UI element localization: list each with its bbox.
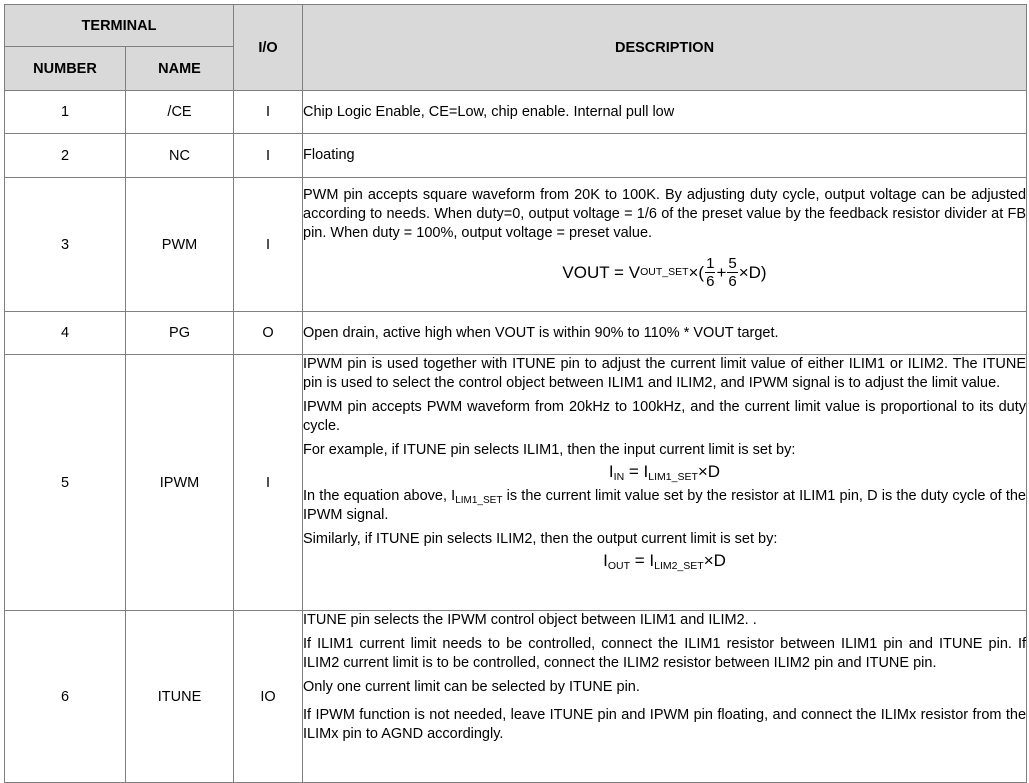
pin-number: 6	[5, 611, 126, 783]
number-header: NUMBER	[5, 47, 126, 91]
fraction-one-sixth: $\frac{1}{6}$	[706, 255, 715, 290]
description-paragraph: IPWM pin is used together with ITUNE pin to adjust the current limit value of either ILIM1 or ILIM2. The ITUNE pin is used to select the control object between ILIM1 and ILIM2, and IPWM signal is to adjust the limit value.	[303, 356, 1027, 391]
vout-formula	[303, 255, 1026, 290]
table-row	[5, 312, 1027, 355]
fraction-five-sixths: $\frac{5}{6}$	[728, 255, 737, 290]
pin-description: Chip Logic Enable, CE=Low, chip enable. Internal pull low	[303, 91, 1027, 134]
description-paragraph: If IPWM function is not needed, leave ITUNE pin and IPWM pin floating, and connect the ILIMx resistor from the ILIMx pin to AGND accordingly.	[303, 707, 1027, 742]
pin-number: 5	[5, 355, 126, 611]
table-row	[5, 134, 1027, 178]
pin-description: Floating	[303, 134, 1027, 178]
pin-name: NC	[126, 134, 234, 178]
pin-number: 4	[5, 312, 126, 355]
pin-name: PG	[126, 312, 234, 355]
formula-lhs: VOUT = V	[562, 263, 641, 282]
description-paragraph: ITUNE pin selects the IPWM control object between ILIM1 and ILIM2. .	[303, 612, 757, 628]
pin-io: IO	[234, 611, 303, 783]
table-row	[5, 611, 1027, 783]
description-paragraph: Similarly, if ITUNE pin selects ILIM2, then the output current limit is set by:	[303, 531, 778, 547]
description-paragraph: Only one current limit can be selected by ITUNE pin.	[303, 679, 640, 695]
pin-number: 2	[5, 134, 126, 178]
description-paragraph: If ILIM1 current limit needs to be controlled, connect the ILIM1 resistor between ILIM1 pin and ITUNE pin. If ILIM2 current limit is to be controlled, connect the ILIM2 resistor between ILIM2 pin and ITUNE pin.	[303, 636, 1027, 671]
pin-description-table	[4, 4, 1027, 783]
pin-name: PWM	[126, 178, 234, 312]
io-header: I/O	[234, 5, 303, 91]
pin-description	[303, 355, 1027, 611]
table-row	[5, 178, 1027, 312]
pin-name: ITUNE	[126, 611, 234, 783]
pin-io: I	[234, 134, 303, 178]
pin-description	[303, 178, 1027, 312]
iin-formula: $I_{IN} = I_{LIM1\_SET}\times D$	[608, 462, 721, 483]
description-paragraph: For example, if ITUNE pin selects ILIM1, then the input current limit is set by:	[303, 442, 796, 458]
iout-formula: $I_{OUT} = I_{LIM2\_SET}\times D$	[603, 551, 726, 572]
pin-io: I	[234, 91, 303, 134]
pin-description	[303, 611, 1027, 783]
table-row	[5, 91, 1027, 134]
pin-description: Open drain, active high when VOUT is within 90% to 110% * VOUT target.	[303, 312, 1027, 355]
pin-io: I	[234, 355, 303, 611]
formula-tail: ×D)	[738, 263, 767, 282]
description-paragraph: PWM pin accepts square waveform from 20K to 100K. By adjusting duty cycle, output voltage can be adjusted according to needs. When duty=0, output voltage = 1/6 of the preset value by the feedback resistor divider at FB pin. When duty = 100%, output voltage = preset value.	[303, 187, 1027, 241]
pin-io: I	[234, 178, 303, 312]
pin-name: IPWM	[126, 355, 234, 611]
description-paragraph: In the equation above, $I_{LIM1\_SET}$ is the current limit value set by the resistor at ILIM1 pin, D is the duty cycle of the IPWM signal.	[303, 488, 1026, 523]
pin-name: /CE	[126, 91, 234, 134]
description-header: DESCRIPTION	[303, 5, 1027, 91]
formula-times: ×(	[688, 263, 705, 282]
formula-plus: +	[716, 263, 727, 282]
description-paragraph: IPWM pin accepts PWM waveform from 20kHz to 100kHz, and the current limit value is proportional to its duty cycle.	[303, 399, 1027, 434]
formula-sub: OUT_SET	[640, 266, 689, 278]
header-row-1	[5, 5, 1027, 47]
terminal-header: TERMINAL	[5, 5, 234, 47]
table-row	[5, 355, 1027, 611]
pin-io: O	[234, 312, 303, 355]
pin-number: 3	[5, 178, 126, 312]
name-header: NAME	[126, 47, 234, 91]
pin-number: 1	[5, 91, 126, 134]
